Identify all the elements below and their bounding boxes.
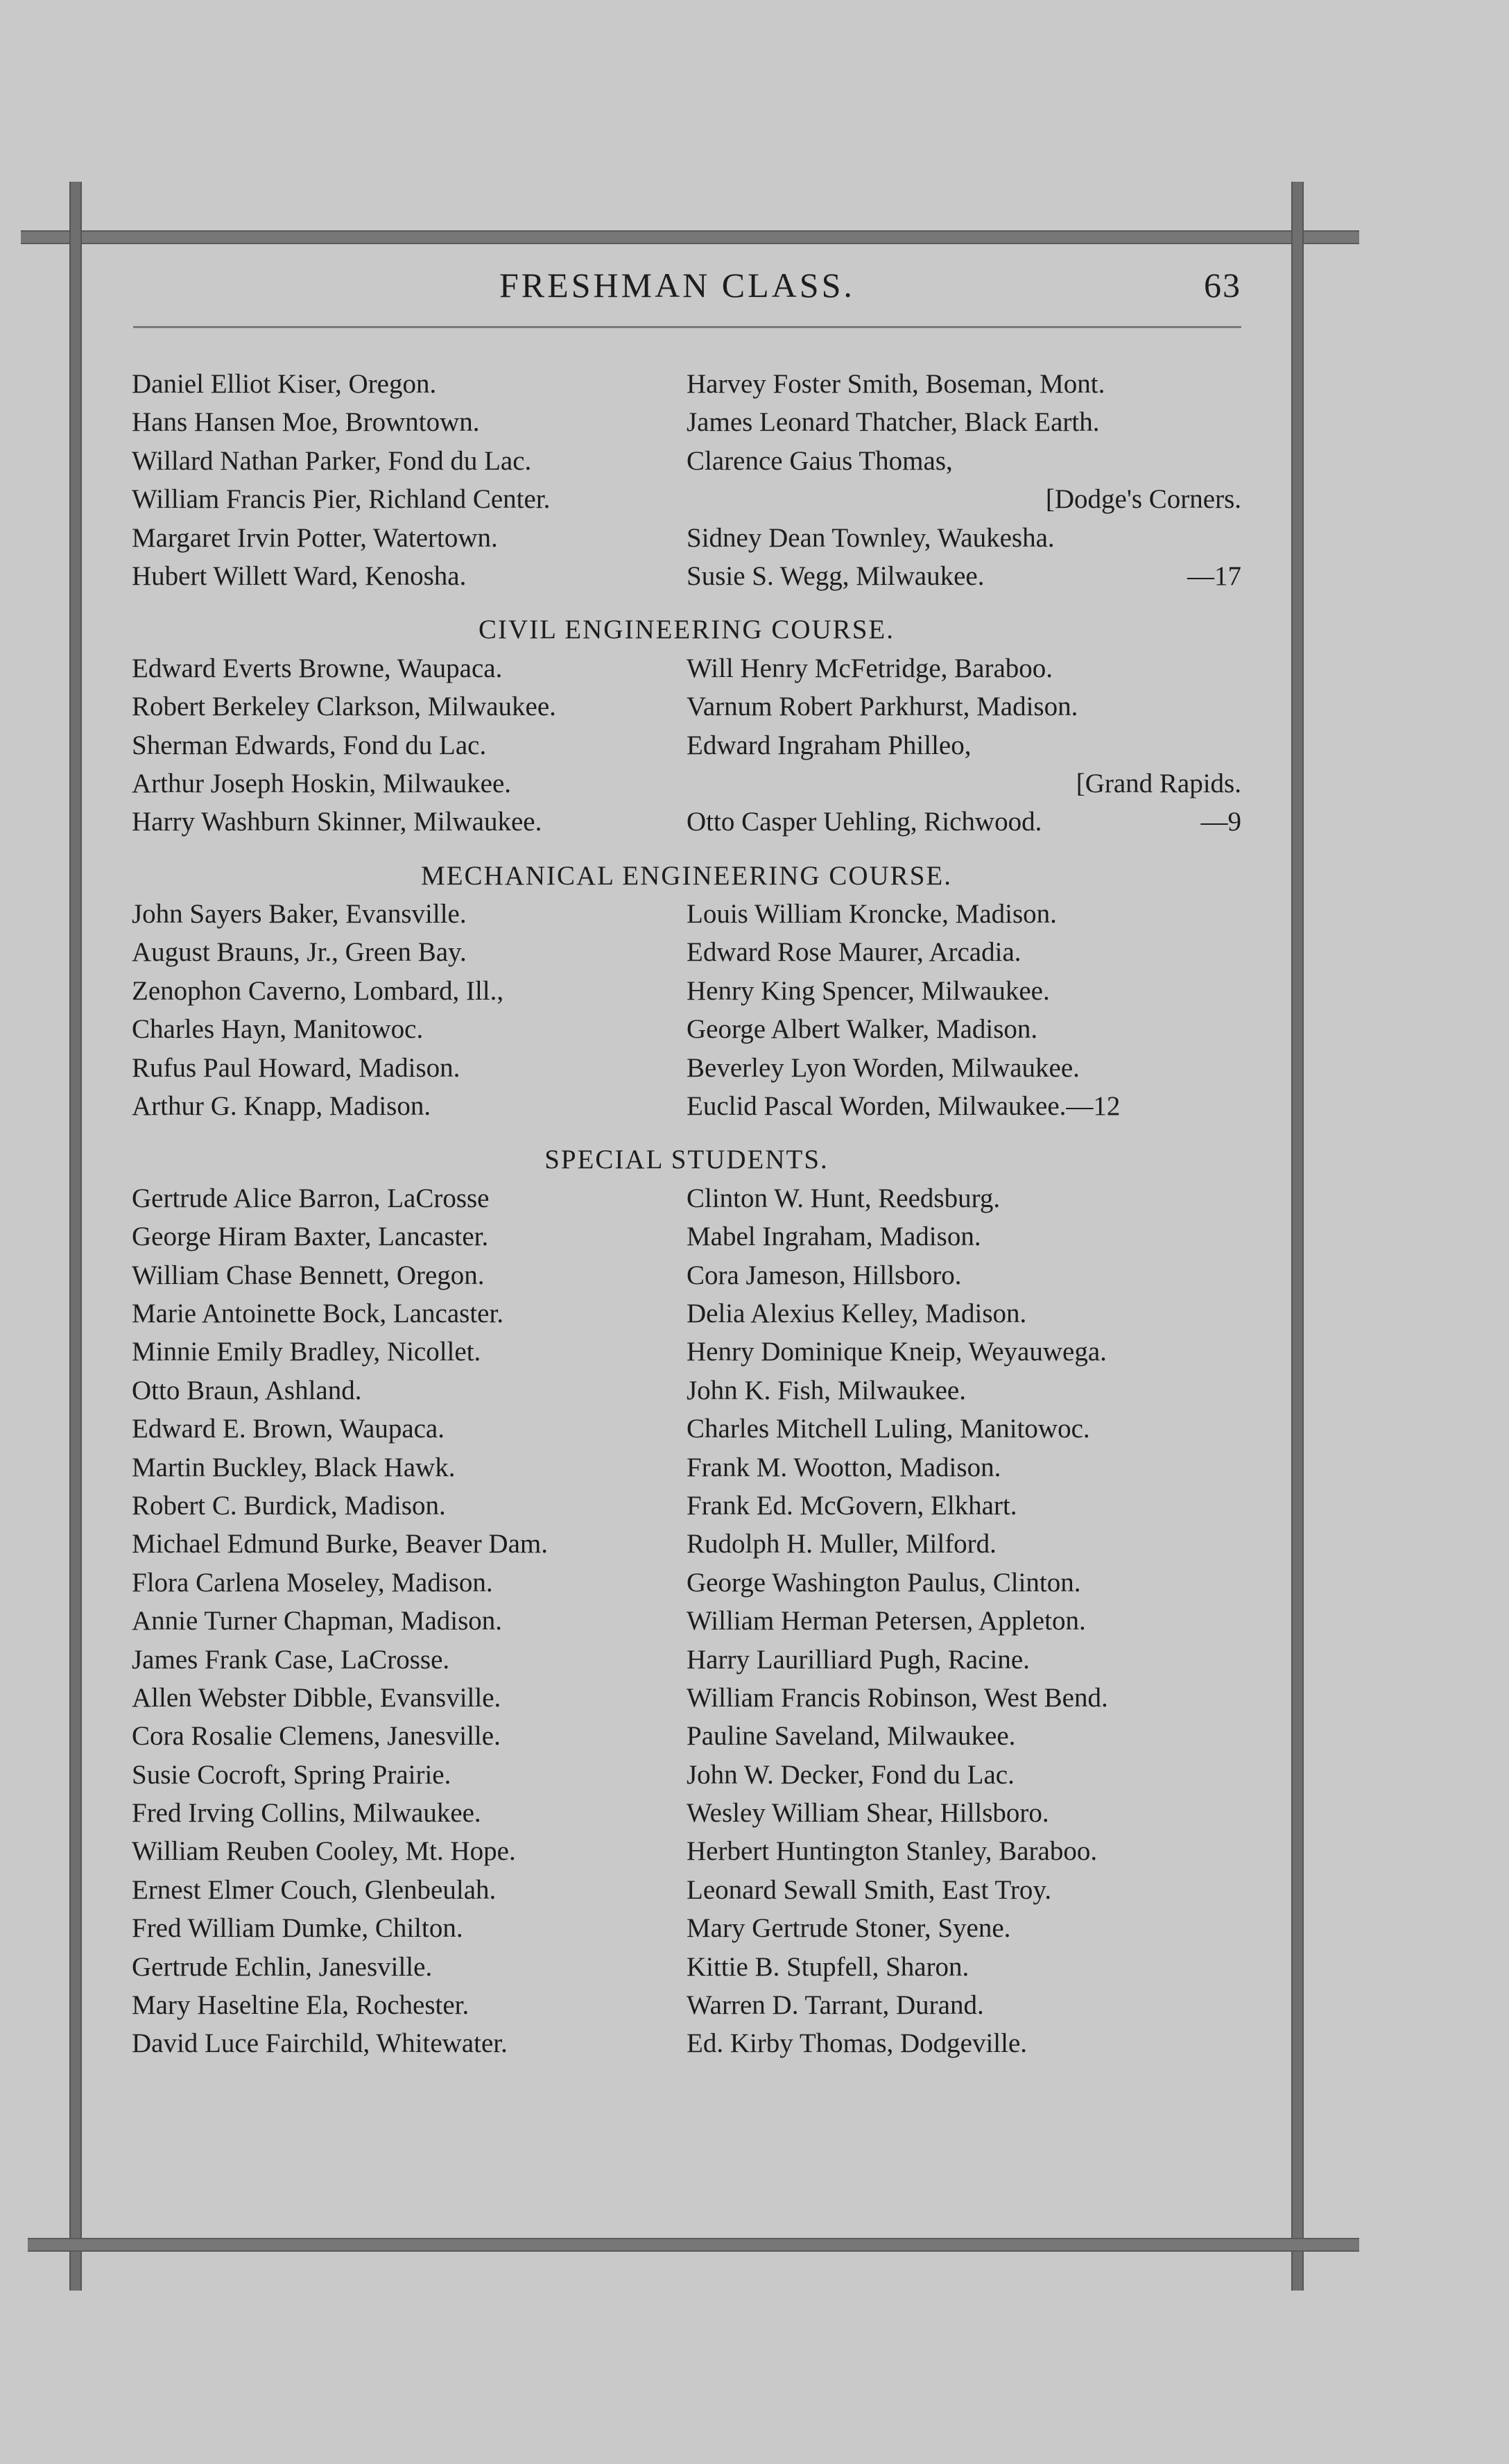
roster-row (132, 519, 1241, 557)
student-entry-right: Louis William Kroncke, Madison. (687, 899, 1057, 930)
roster-row (132, 895, 1241, 933)
roster-row (132, 1871, 1241, 1909)
student-entry-left: James Frank Case, LaCrosse. (132, 1644, 450, 1675)
roster-row (132, 1794, 1241, 1832)
left-border-bar (69, 182, 82, 2291)
student-entry-left: Edward E. Brown, Waupaca. (132, 1414, 445, 1444)
roster-row (132, 1602, 1241, 1640)
roster-row (132, 1371, 1241, 1410)
student-entry-right: Henry King Spencer, Milwaukee. (687, 975, 1050, 1006)
roster-row (132, 442, 1241, 480)
roster-row (132, 1448, 1241, 1487)
roster-row (132, 403, 1241, 441)
roster-row (132, 365, 1241, 403)
student-entry-right: Wesley William Shear, Hillsboro. (687, 1798, 1049, 1829)
roster-row (132, 1717, 1241, 1755)
student-entry-right: Delia Alexius Kelley, Madison. (687, 1298, 1027, 1328)
roster-row (132, 1909, 1241, 1947)
student-entry-right: Clarence Gaius Thomas, (687, 445, 953, 476)
student-entry-left: Gertrude Echlin, Janesville. (132, 1951, 433, 1982)
roster-row (132, 1410, 1241, 1448)
roster-row (132, 1986, 1241, 2024)
roster-row (132, 764, 1241, 803)
roster-row (132, 803, 1241, 841)
student-entry-left: Charles Hayn, Manitowoc. (132, 1014, 424, 1045)
student-entry-right: William Herman Petersen, Appleton. (687, 1606, 1086, 1636)
running-head (132, 257, 1241, 312)
roster-row (132, 480, 1241, 518)
student-entry-left: Annie Turner Chapman, Madison. (132, 1606, 503, 1636)
line-continuation: —17 (1187, 561, 1241, 591)
student-entry-right: John K. Fish, Milwaukee. (687, 1375, 966, 1405)
student-entry-right: Mary Gertrude Stoner, Syene. (687, 1913, 1011, 1944)
roster-row (132, 1179, 1241, 1217)
student-entry-right: George Washington Paulus, Clinton. (687, 1567, 1081, 1598)
right-border-bar (1291, 182, 1304, 2291)
student-entry-left: Minnie Emily Bradley, Nicollet. (132, 1337, 481, 1367)
roster-row (132, 1217, 1241, 1256)
student-entry-left: Gertrude Alice Barron, LaCrosse (132, 1183, 490, 1213)
roster-row (132, 1679, 1241, 1717)
student-entry-left: Arthur Joseph Hoskin, Milwaukee. (132, 768, 512, 798)
student-entry-left: Fred Irving Collins, Milwaukee. (132, 1798, 481, 1829)
student-entry-right: Rudolph H. Muller, Milford. (687, 1529, 997, 1559)
roster-row (132, 687, 1241, 726)
page-title: FRESHMAN CLASS. (499, 266, 855, 305)
student-entry-left: Fred William Dumke, Chilton. (132, 1913, 463, 1944)
student-entry-right: Edward Rose Maurer, Arcadia. (687, 937, 1021, 968)
student-entry-right: Frank Ed. McGovern, Elkhart. (687, 1490, 1017, 1521)
student-entry-left: John Sayers Baker, Evansville. (132, 899, 467, 930)
student-entry-right: Sidney Dean Townley, Waukesha. (687, 522, 1055, 553)
roster-row (132, 1487, 1241, 1525)
student-entry-left: Margaret Irvin Potter, Watertown. (132, 522, 498, 553)
student-entry-left: Cora Rosalie Clemens, Janesville. (132, 1721, 501, 1752)
line-continuation: [Dodge's Corners. (1045, 484, 1241, 515)
student-entry-right: Mabel Ingraham, Madison. (687, 1222, 981, 1252)
student-entry-left: Robert Berkeley Clarkson, Milwaukee. (132, 692, 556, 722)
student-entry-left: Daniel Elliot Kiser, Oregon. (132, 369, 437, 399)
student-entry-left: Arthur G. Knapp, Madison. (132, 1091, 431, 1122)
student-entry-left: George Hiram Baxter, Lancaster. (132, 1222, 489, 1252)
special-section (132, 1179, 1241, 2063)
top-border-bar (21, 230, 1359, 244)
student-entry-right: Edward Ingraham Philleo, (687, 730, 972, 760)
student-entry-left: Willard Nathan Parker, Fond du Lac. (132, 445, 532, 476)
roster-row (132, 1256, 1241, 1294)
mechanical-heading: MECHANICAL ENGINEERING COURSE. (421, 860, 952, 891)
student-entry-left: David Luce Fairchild, Whitewater. (132, 2028, 508, 2059)
student-entry-left: Michael Edmund Burke, Beaver Dam. (132, 1529, 548, 1559)
student-entry-right: Otto Casper Uehling, Richwood. (687, 807, 1042, 837)
student-entry-left: Edward Everts Browne, Waupaca. (132, 653, 503, 683)
roster (132, 365, 1241, 2063)
student-entry-right: Harry Laurilliard Pugh, Racine. (687, 1644, 1030, 1675)
student-entry-left: William Francis Pier, Richland Center. (132, 484, 551, 515)
student-entry-right: Henry Dominique Kneip, Weyauwega. (687, 1337, 1107, 1367)
student-entry-left: Susie Cocroft, Spring Prairie. (132, 1759, 451, 1790)
student-entry-right: Euclid Pascal Worden, Milwaukee.—12 (687, 1091, 1121, 1122)
student-entry-right: Harvey Foster Smith, Boseman, Mont. (687, 369, 1105, 399)
page-number: 63 (1204, 266, 1241, 305)
student-entry-right: Varnum Robert Parkhurst, Madison. (687, 692, 1078, 722)
roster-row (132, 649, 1241, 687)
student-entry-left: Zenophon Caverno, Lombard, Ill., (132, 975, 504, 1006)
student-entry-right: Herbert Huntington Stanley, Baraboo. (687, 1836, 1098, 1867)
student-entry-right: James Leonard Thatcher, Black Earth. (687, 407, 1100, 438)
roster-row (132, 557, 1241, 595)
roster-row (132, 933, 1241, 971)
student-entry-left: Robert C. Burdick, Madison. (132, 1490, 446, 1521)
student-entry-left: Sherman Edwards, Fond du Lac. (132, 730, 487, 760)
line-continuation: —9 (1200, 807, 1241, 837)
student-entry-left: William Chase Bennett, Oregon. (132, 1260, 485, 1290)
roster-row (132, 726, 1241, 764)
civil-heading: CIVIL ENGINEERING COURSE. (478, 615, 895, 645)
student-entry-left: Ernest Elmer Couch, Glenbeulah. (132, 1874, 497, 1905)
roster-row (132, 1294, 1241, 1333)
student-entry-right: Beverley Lyon Worden, Milwaukee. (687, 1052, 1080, 1083)
header-rule (133, 326, 1241, 328)
freshman-section (132, 365, 1241, 595)
student-entry-left: Allen Webster Dibble, Evansville. (132, 1682, 501, 1713)
roster-row (132, 972, 1241, 1010)
student-entry-right: Kittie B. Stupfell, Sharon. (687, 1951, 969, 1982)
student-entry-right: Cora Jameson, Hillsboro. (687, 1260, 962, 1290)
roster-row (132, 1049, 1241, 1087)
student-entry-left: Otto Braun, Ashland. (132, 1375, 362, 1405)
roster-row (132, 1010, 1241, 1048)
roster-row (132, 2024, 1241, 2062)
student-entry-left: Rufus Paul Howard, Madison. (132, 1052, 460, 1083)
student-entry-left: Marie Antoinette Bock, Lancaster. (132, 1298, 504, 1328)
student-entry-left: Hans Hansen Moe, Browntown. (132, 407, 480, 438)
student-entry-left: Mary Haseltine Ela, Rochester. (132, 1990, 469, 2021)
roster-row (132, 1564, 1241, 1602)
student-entry-right: Leonard Sewall Smith, East Troy. (687, 1874, 1052, 1905)
student-entry-left: William Reuben Cooley, Mt. Hope. (132, 1836, 516, 1867)
student-entry-left: Hubert Willett Ward, Kenosha. (132, 561, 467, 591)
student-entry-right: Susie S. Wegg, Milwaukee. (687, 561, 985, 591)
student-entry-right: John W. Decker, Fond du Lac. (687, 1759, 1015, 1790)
student-entry-left: Harry Washburn Skinner, Milwaukee. (132, 807, 542, 837)
student-entry-right: Will Henry McFetridge, Baraboo. (687, 653, 1053, 683)
student-entry-right: William Francis Robinson, West Bend. (687, 1682, 1108, 1713)
student-entry-right: George Albert Walker, Madison. (687, 1014, 1038, 1045)
student-entry-right: Frank M. Wootton, Madison. (687, 1452, 1001, 1482)
roster-row (132, 1333, 1241, 1371)
roster-row (132, 1756, 1241, 1794)
roster-row (132, 1525, 1241, 1563)
student-entry-left: August Brauns, Jr., Green Bay. (132, 937, 467, 968)
roster-row (132, 1948, 1241, 1986)
student-entry-right: Clinton W. Hunt, Reedsburg. (687, 1183, 1001, 1213)
student-entry-left: Martin Buckley, Black Hawk. (132, 1452, 456, 1482)
roster-row (132, 1832, 1241, 1870)
student-entry-right: Pauline Saveland, Milwaukee. (687, 1721, 1016, 1752)
bottom-border-bar (28, 2238, 1359, 2252)
civil-section (132, 649, 1241, 841)
student-entry-left: Flora Carlena Moseley, Madison. (132, 1567, 493, 1598)
mechanical-section (132, 895, 1241, 1125)
student-entry-right: Ed. Kirby Thomas, Dodgeville. (687, 2028, 1028, 2059)
roster-row (132, 1087, 1241, 1125)
line-continuation: [Grand Rapids. (1076, 768, 1241, 798)
roster-row (132, 1641, 1241, 1679)
student-entry-right: Warren D. Tarrant, Durand. (687, 1990, 984, 2021)
special-heading: SPECIAL STUDENTS. (544, 1145, 829, 1175)
student-entry-right: Charles Mitchell Luling, Manitowoc. (687, 1414, 1090, 1444)
